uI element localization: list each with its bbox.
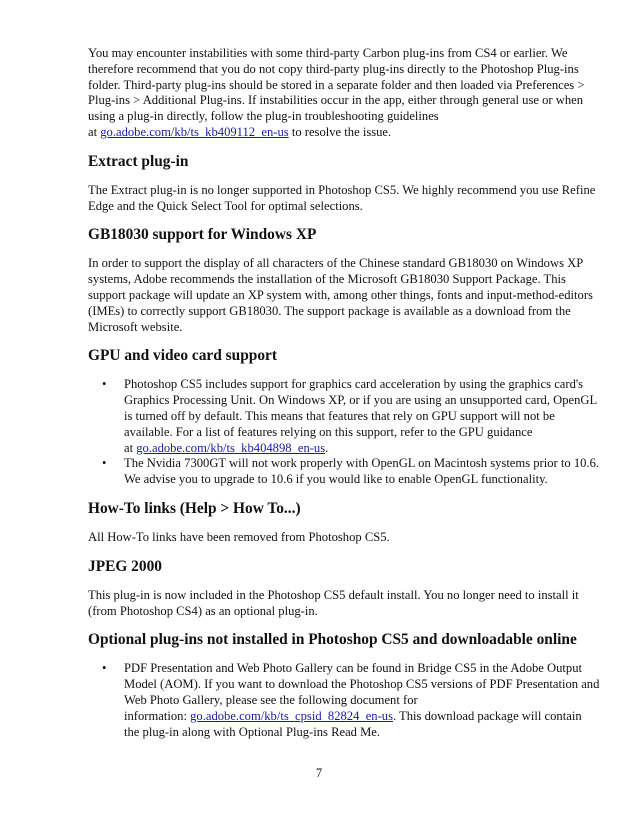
list-item (88, 456, 600, 488)
gpu-guidance-link[interactable]: go.adobe.com/kb/ts_kb404898_en-us (136, 440, 326, 455)
list-item (88, 661, 600, 740)
bullet-icon: • (102, 661, 107, 676)
gb18030-paragraph: In order to support the display of all characters of the Chinese standard GB18030 on Windows XP systems, Adobe recommends the installation of the Microsoft GB18030 Support Package. This support package will update an XP system with, among other things, fonts and input-method-editors (IMEs) to correctly support GB18030. The support package is available as a download from the Microsoft website. (88, 256, 593, 334)
jpeg2000-paragraph: This plug-in is now included in the Photoshop CS5 default install. You no longer need to install it (from Photoshop CS4) as an optional plug-in. (88, 587, 579, 618)
jpeg2000-heading: JPEG 2000 (88, 557, 162, 575)
bullet-icon: • (102, 377, 107, 392)
optional-link-suffix: . This download package will contain the plug-in along with Optional Plug-ins Read Me. (124, 708, 582, 739)
optional-plugins-list (88, 661, 600, 740)
gpu-bullet1-text: Photoshop CS5 includes support for graphics card acceleration by using the graphics card's Graphics Processing Unit. On Windows XP, or if you are using an unsupported card, OpenGL is turned off by default. This means that features that rely on GPU support will not be available. For a list of features relying on this support, refer to the GPU guidance (124, 377, 597, 439)
troubleshooting-link[interactable]: go.adobe.com/kb/ts_kb409112_en-us (100, 124, 289, 139)
howto-paragraph: All How-To links have been removed from Photoshop CS5. (88, 529, 390, 544)
optional-plugins-link[interactable]: go.adobe.com/kb/ts_cpsid_82824_en-us (190, 708, 393, 723)
intro-link-prefix: at (88, 124, 101, 139)
gpu-link-suffix: . (325, 440, 329, 455)
extract-paragraph: The Extract plug-in is no longer supported in Photoshop CS5. We highly recommend you use Refine Edge and the Quick Select Tool for optimal selections. (88, 182, 596, 213)
extract-heading: Extract plug-in (88, 152, 189, 170)
list-item (88, 377, 600, 456)
intro-link-suffix: to resolve the issue. (288, 124, 392, 139)
page-number: 7 (315, 766, 323, 780)
gpu-heading: GPU and video card support (88, 347, 277, 365)
gpu-link-prefix: at (124, 440, 137, 455)
optional-link-prefix: information: (124, 708, 191, 723)
bullet-icon: • (102, 456, 107, 471)
gpu-list (88, 377, 600, 488)
howto-heading: How-To links (Help > How To...) (88, 499, 301, 517)
intro-text: You may encounter instabilities with some third-party Carbon plug-ins from CS4 or earlier. We therefore recommend that you do not copy third-party plug-ins directly to the Photoshop Plug-ins folder. Third-party plug-ins should be stored in a separate folder and then loaded via Preferences > Plug-ins > Additional Plug-ins. If instabilities occur in the app, either through general use or when using a plug-in directly, follow the plug-in troubleshooting guidelines (88, 46, 585, 124)
gpu-bullet2-text: The Nvidia 7300GT will not work properly with OpenGL on Macintosh systems prior to 10.6. We advise you to upgrade to 10.6 if you would like to enable OpenGL functionality. (124, 456, 600, 487)
optional-plugins-heading: Optional plug-ins not installed in Photoshop CS5 and downloadable online (88, 631, 577, 649)
intro-paragraph (88, 46, 600, 141)
gb18030-heading: GB18030 support for Windows XP (88, 226, 317, 244)
optional-bullet1-text: PDF Presentation and Web Photo Gallery can be found in Bridge CS5 in the Adobe Output Model (AOM). If you want to download the Photoshop CS5 versions of PDF Presentation and Web Photo Gallery, please see the following document for (124, 661, 600, 707)
